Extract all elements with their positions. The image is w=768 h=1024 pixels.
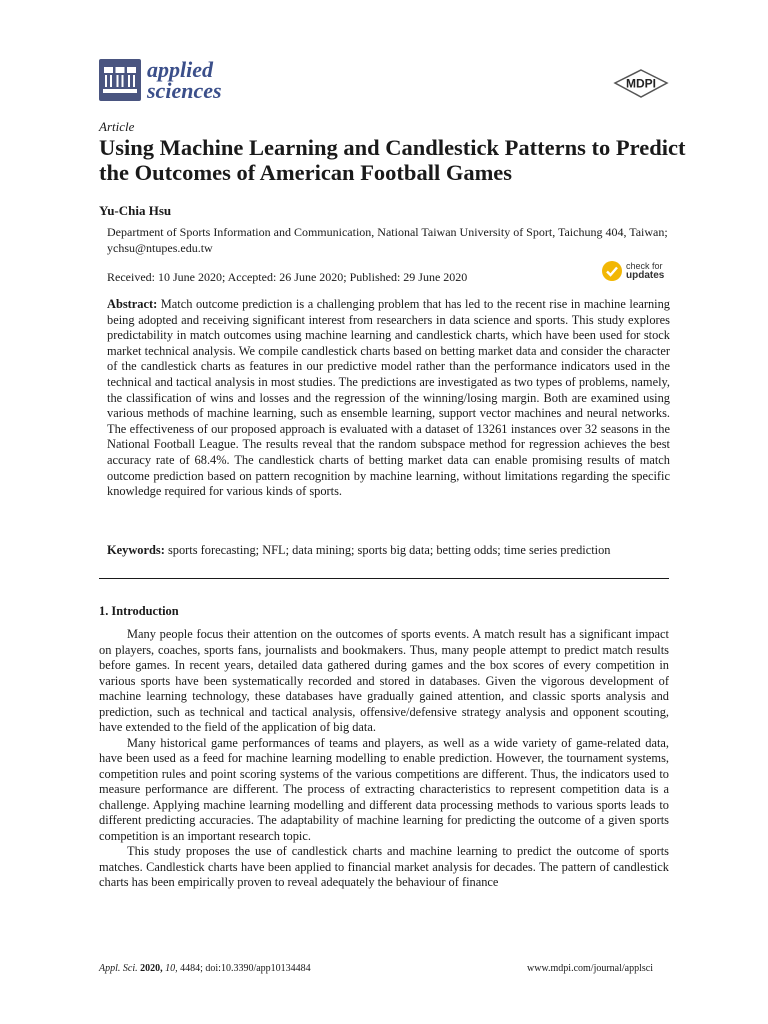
paragraph: This study proposes the use of candlestick charts and machine learning to predict the outcome of sports matches. Candlestick charts have been applied to financial market analysis for decades. The pattern of candlestick charts has been empirically proven to reveal adequately the behaviour of finance xyxy=(99,844,669,889)
footer-website-link[interactable]: www.mdpi.com/journal/applsci xyxy=(527,963,653,974)
publisher-logo xyxy=(613,69,669,104)
footer-volume: 10, xyxy=(165,963,178,974)
article-type: Article xyxy=(99,119,135,134)
section-divider xyxy=(99,578,669,579)
check-updates-text xyxy=(626,261,664,281)
author-affiliation: Department of Sports Information and Communication, National Taiwan University of Sport, Taichung 404, Taiwan; ychsu@ntupes.edu.tw xyxy=(107,225,668,255)
journal-name-line1: applied xyxy=(147,57,213,82)
paragraph: Many historical game performances of teams and players, as well as a wide variety of game-related data, have been used as a feed for machine learning modelling to enable prediction. However, the tournament systems, competition rules and point scoring systems of the various competitions are different. Thus, the indicators used to measure performance are different. The process of extracting characteristics to represent competition data is a challenge. Applying machine learning modelling and different data processing methods to various sports leads to different predicting accuracies. The adaptability of machine learning for predicting the outcome of a given sports competition is an important research topic. xyxy=(99,735,669,843)
check-updates-icon xyxy=(601,260,623,282)
paragraph: Many people focus their attention on the outcomes of sports events. A match result has a significant impact on players, coaches, sports fans, journalists and bookmakers. Thus, many people attempt to predict match results before games. In recent years, detailed data gathered during games and the box scores of every competition in various sports have been systematically recorded and stored in databases. Given the vigorous development of machine learning technology, these databases have gradually gained attention, and classic sports analysis and prediction, such as technical and tactical analysis, offensive/defensive strategy analysis and opponent scouting, have extended to the field of the application of big data. xyxy=(99,627,669,734)
publisher-name: MDPI xyxy=(626,76,656,91)
abstract-label: Abstract: xyxy=(107,297,158,311)
abstract-text: Match outcome prediction is a challenging problem that has led to the recent rise in machine learning being adopted and receiving significant interest from researchers in data science and sports. This study explores predictability in match outcomes using machine learning and candlestick charts, which have been used for stock market technical analysis. We compile candlestick charts based on betting market data and consider the character of the candlestick charts as features in our predictive model rather than the performance indicators used in the technical and tactical analysis in most studies. The predictions are investigated as two types of problems, namely, the classification of wins and losses and the regression of the winning/losing margin. Both are examined using various methods of machine learning, such as ensemble learning, support vector machines and neural networks. The effectiveness of our proposed approach is evaluated with a dataset of 13261 instances over 32 seasons in the National Football League. The results reveal that the random subspace method for regression achieves the best accuracy rate of 68.4%. The candlestick charts of betting market data can enable promising results of match outcome prediction based on pattern recognition by machine learning, without limitations regarding the specific knowledge required for various kinds of sports. xyxy=(107,297,670,499)
footer-citation xyxy=(99,963,311,974)
journal-name xyxy=(147,59,222,101)
journal-logo xyxy=(99,59,222,101)
footer-journal-abbrev: Appl. Sci. xyxy=(99,963,138,974)
check-updates-bottom: updates xyxy=(626,270,665,281)
footer-year: 2020, xyxy=(140,963,163,974)
keywords xyxy=(107,543,687,558)
keywords-label: Keywords: xyxy=(107,543,165,557)
journal-name-line2: sciences xyxy=(147,78,222,103)
journal-building-icon xyxy=(99,59,141,101)
introduction-body xyxy=(99,627,669,891)
abstract xyxy=(107,297,670,500)
publication-dates: Received: 10 June 2020; Accepted: 26 June 2020; Published: 29 June 2020 xyxy=(107,270,468,284)
check-for-updates-badge[interactable] xyxy=(601,260,664,282)
check-updates-top: check for xyxy=(626,261,663,271)
keywords-text: sports forecasting; NFL; data mining; sports big data; betting odds; time series prediction xyxy=(167,543,611,557)
footer-citation-rest: 4484; doi:10.3390/app10134484 xyxy=(180,963,311,974)
paper-title: Using Machine Learning and Candlestick Patterns to Predict the Outcomes of American Football Games xyxy=(99,135,686,185)
section-heading-introduction: 1. Introduction xyxy=(99,604,179,618)
author-name: Yu-Chia Hsu xyxy=(99,203,172,218)
